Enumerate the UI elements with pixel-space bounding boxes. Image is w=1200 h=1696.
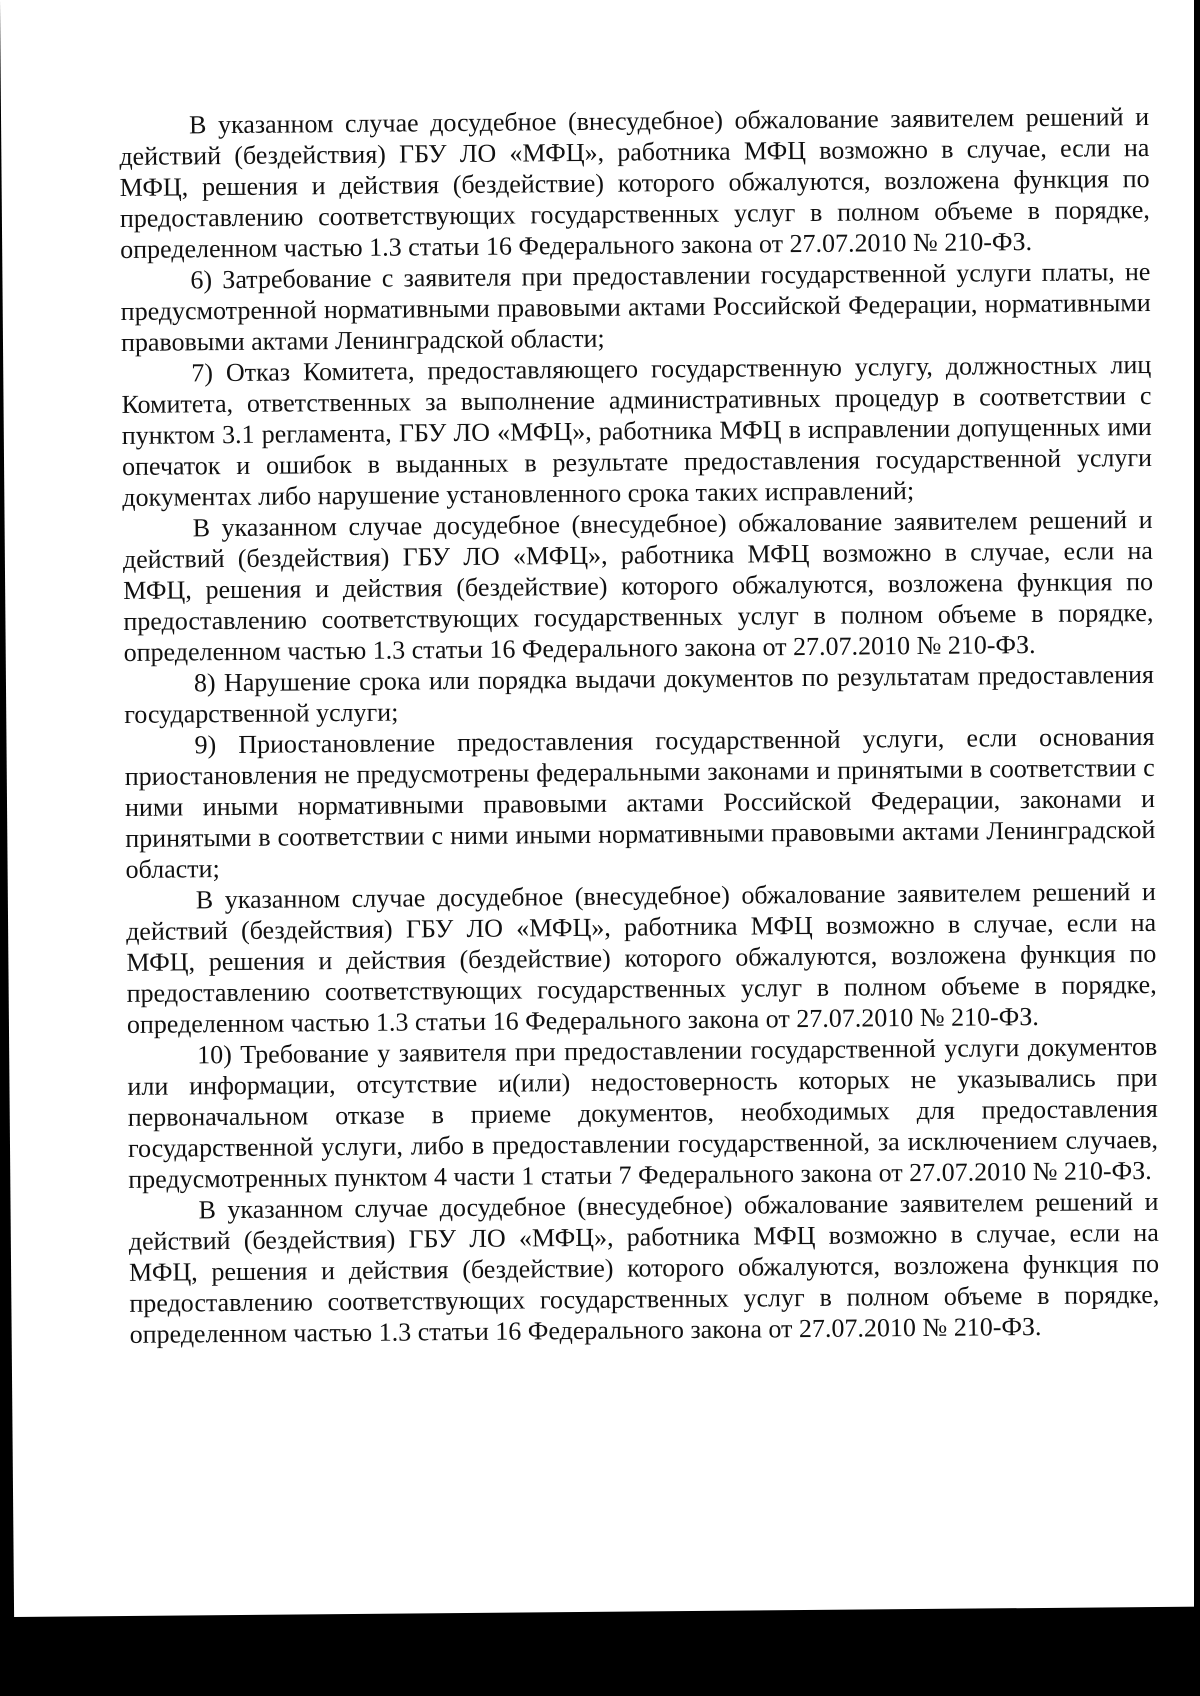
scan-edge-right xyxy=(1194,0,1200,1696)
paragraph-item-9: 9) Приостановление предоставления государственной услуги, если основания приостановления не предусмотрены федеральными законами и принятыми в соответствии с ними иными нормативными правовыми актами Российской Федерации, законами и принятыми в соответствии с ними иными нормативными правовыми актами Ленинградской области; xyxy=(124,721,1156,884)
paragraph-item-7: 7) Отказ Комитета, предоставляющего государственную услугу, должностных лиц Комитета, ответственных за выполнение административных процедур в соответствии с пунктом 3.1 регламента, ГБУ ЛО «МФЦ», работника МФЦ в исправлении допущенных ими опечаток и ошибок в выданных в результате предоставления государственной услуги документах либо нарушение установленного срока таких исправлений; xyxy=(121,349,1153,512)
paragraph-mfc-appeal-4: В указанном случае досудебное (внесудебное) обжалование заявителем решений и действий (бездействия) ГБУ ЛО «МФЦ», работника МФЦ возможно в случае, если на МФЦ, решения и действия (бездействие) которого обжалуются, возложена функция по предоставлению соответствующих государственных услуг в полном объеме в порядке, определенном частью 1.3 статьи 16 Федерального закона от 27.07.2010 № 210-ФЗ. xyxy=(128,1186,1160,1349)
document-body xyxy=(119,101,1160,1350)
paragraph-mfc-appeal-2: В указанном случае досудебное (внесудебное) обжалование заявителем решений и действий (бездействия) ГБУ ЛО «МФЦ», работника МФЦ возможно в случае, если на МФЦ, решения и действия (бездействие) которого обжалуются, возложена функция по предоставлению соответствующих государственных услуг в полном объеме в порядке, определенном частью 1.3 статьи 16 Федерального закона от 27.07.2010 № 210-ФЗ. xyxy=(122,504,1154,667)
paragraph-item-8: 8) Нарушение срока или порядка выдачи документов по результатам предоставления государственной услуги; xyxy=(124,659,1155,729)
paragraph-mfc-appeal-1: В указанном случае досудебное (внесудебное) обжалование заявителем решений и действий (бездействия) ГБУ ЛО «МФЦ», работника МФЦ возможно в случае, если на МФЦ, решения и действия (бездействие) которого обжалуются, возложена функция по предоставлению соответствующих государственных услуг в полном объеме в порядке, определенном частью 1.3 статьи 16 Федерального закона от 27.07.2010 № 210-ФЗ. xyxy=(119,101,1150,264)
paragraph-item-10: 10) Требование у заявителя при предоставлении государственной услуги документов или информации, отсутствие и(или) недостоверность которых не указывались при первоначальном отказе в приеме документов, необходимых для предоставления государственной услуги, либо в предоставлении государственной, за исключением случаев, предусмотренных пунктом 4 части 1 статьи 7 Федерального закона от 27.07.2010 № 210-ФЗ. xyxy=(127,1031,1159,1194)
paragraph-mfc-appeal-3: В указанном случае досудебное (внесудебное) обжалование заявителем решений и действий (бездействия) ГБУ ЛО «МФЦ», работника МФЦ возможно в случае, если на МФЦ, решения и действия (бездействие) которого обжалуются, возложена функция по предоставлению соответствующих государственных услуг в полном объеме в порядке, определенном частью 1.3 статьи 16 Федерального закона от 27.07.2010 № 210-ФЗ. xyxy=(126,876,1157,1039)
paragraph-item-6: 6) Затребование с заявителя при предоставлении государственной услуги платы, не предусмотренной нормативными правовыми актами Российской Федерации, нормативными правовыми актами Ленинградской области; xyxy=(120,256,1151,357)
